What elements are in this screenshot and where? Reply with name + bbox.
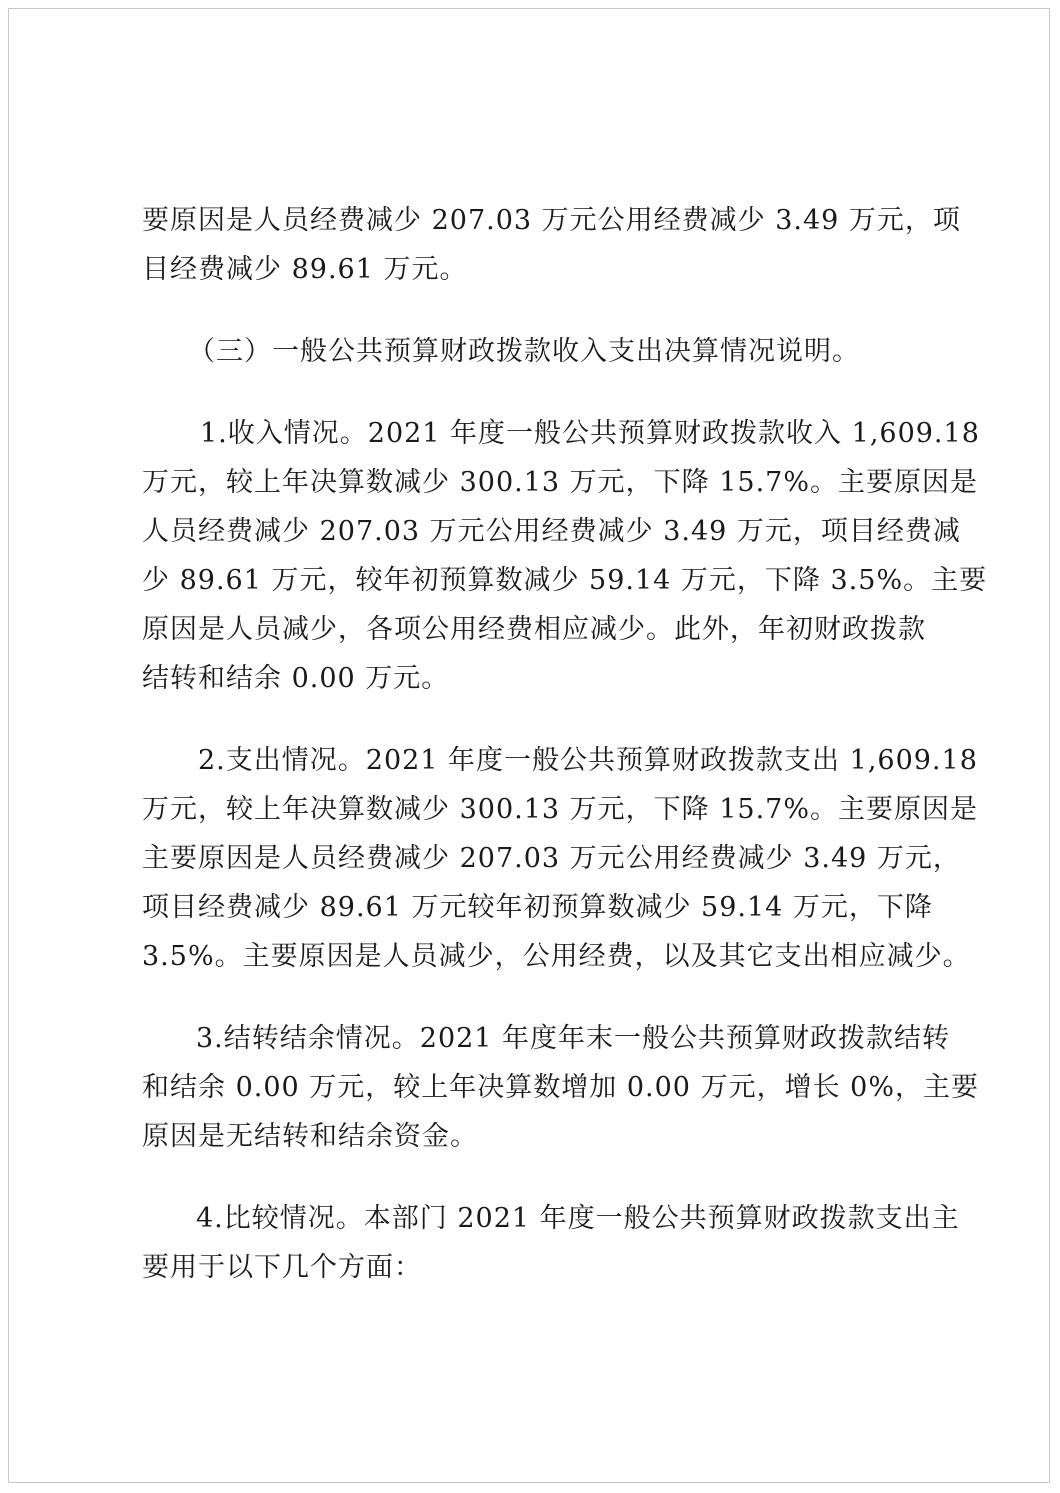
paragraph-continuation <box>142 196 961 294</box>
document-body <box>142 196 988 1292</box>
text-line: 和结余 0.00 万元，较上年决算数增加 0.00 万元，增长 0%，主要 <box>142 1072 979 1103</box>
text-line: 要用于以下几个方面： <box>142 1252 422 1283</box>
paragraph-expenditure <box>142 736 978 981</box>
text-line: 主要原因是人员经费减少 207.03 万元公用经费减少 3.49 万元， <box>142 843 961 874</box>
text-line: 原因是无结转和结余资金。 <box>142 1121 478 1152</box>
text-line: 2.支出情况。2021 年度一般公共预算财政拨款支出 1,609.18 <box>198 745 978 776</box>
text-line: 3.结转结余情况。2021 年度年末一般公共预算财政拨款结转 <box>196 1023 951 1054</box>
section-heading <box>142 327 922 376</box>
text-line: 4.比较情况。本部门 2021 年度一般公共预算财政拨款支出主 <box>196 1203 960 1234</box>
text-line: 结转和结余 0.00 万元。 <box>142 663 450 694</box>
text-line: 1.收入情况。2021 年度一般公共预算财政拨款收入 1,609.18 <box>200 418 980 449</box>
text-line: 人员经费减少 207.03 万元公用经费减少 3.49 万元，项目经费减 <box>142 516 961 547</box>
paragraph-carryover <box>142 1014 979 1161</box>
paragraph-comparison <box>142 1194 960 1292</box>
paragraph-income <box>142 409 988 703</box>
text-line: 目经费减少 89.61 万元。 <box>142 254 468 285</box>
text-line: 万元，较上年决算数减少 300.13 万元，下降 15.7%。主要原因是 <box>142 467 978 498</box>
text-line: 项目经费减少 89.61 万元较年初预算数减少 59.14 万元，下降 <box>142 892 933 923</box>
text-line: 3.5%。主要原因是人员减少，公用经费，以及其它支出相应减少。 <box>142 941 971 972</box>
text-line: 万元，较上年决算数减少 300.13 万元，下降 15.7%。主要原因是 <box>142 794 978 825</box>
section-heading-text: （三）一般公共预算财政拨款收入支出决算情况说明。 <box>188 336 860 367</box>
text-line: 要原因是人员经费减少 207.03 万元公用经费减少 3.49 万元，项 <box>142 205 961 236</box>
text-line: 原因是人员减少，各项公用经费相应减少。此外，年初财政拨款 <box>142 614 926 645</box>
text-line: 少 89.61 万元，较年初预算数减少 59.14 万元，下降 3.5%。主要 <box>142 565 988 596</box>
